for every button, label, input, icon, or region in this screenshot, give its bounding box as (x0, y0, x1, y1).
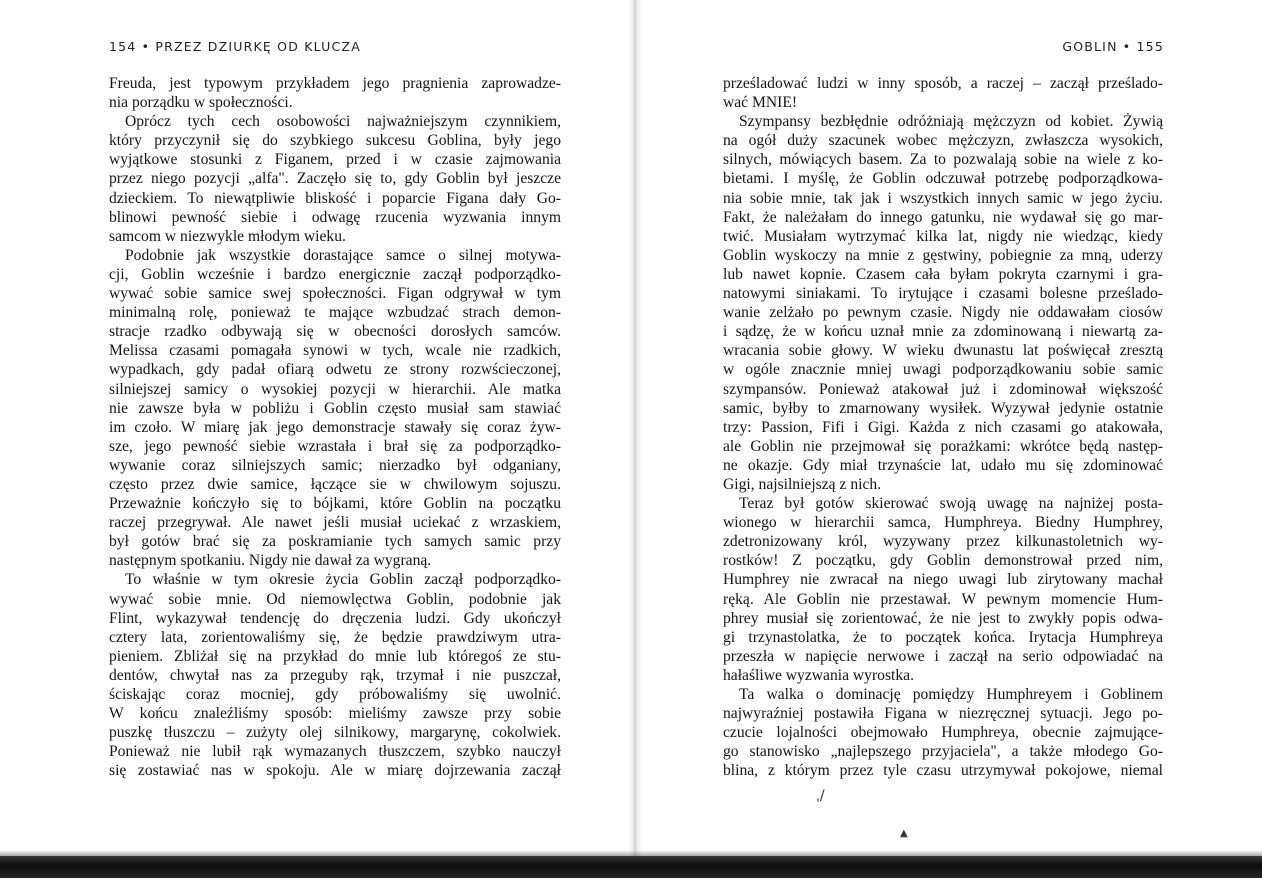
text-line: Humphrey nie zwracał na niego uwagi lub zirytowany machał (723, 571, 1163, 589)
left-body-text (109, 74, 561, 780)
text-line: przeszła w napięcie nerwowe i zaczął na serio odpowiadać na (723, 647, 1163, 665)
scan-edge-band (0, 856, 1262, 878)
text-line: cji, Goblin wcześnie i bardzo energicznie zaczął podporządko- (109, 265, 561, 283)
text-line: Ponieważ nie lubił rąk wymazanych tłuszczem, szybko nauczył (109, 743, 561, 761)
text-line: przez niego pozycji „alfa". Zaczęło się to, gdy Goblin był jeszcze (109, 170, 561, 188)
text-line: wać MNIE! (723, 94, 798, 112)
text-line: samic, byłby to zmarnowany wysiłek. Wyzywał jedynie ostatnie (723, 399, 1163, 417)
text-line: czucie lojalności obejmowało Humphreya, obecnie zajmujące- (723, 724, 1163, 742)
right-running-head: GOBLIN • 155 (1062, 39, 1164, 54)
right-body-text (723, 74, 1163, 780)
text-line: wywać sobie mnie. Od niemowlęctwa Goblin, podobnie jak (109, 590, 561, 608)
ink-speck: ▲ (900, 828, 908, 839)
text-line: najwyraźniej postawiła Figana w niezręcznej sytuacji. Jego po- (723, 705, 1163, 723)
text-line: minimalną rolę, ponieważ te mające wzbudzać strach demon- (109, 304, 561, 322)
text-line: szympansów. Ponieważ atakował już i zdominował większość (723, 380, 1163, 398)
text-line: natowymi siniakami. To irytujące i czasami bolesne prześlado- (723, 285, 1163, 303)
text-line: ale Goblin nie przejmował się porażkami: wkrótce będą następ- (723, 437, 1163, 455)
text-line: gi trzynastolatka, że to początek końca. Irytacja Humphreya (723, 628, 1163, 646)
text-line: który przyczynił się do szybkiego sukcesu Goblina, były jego (109, 132, 561, 150)
text-line: wywanie coraz silniejszych samic; nierzadko był odganiany, (109, 456, 561, 474)
text-line: był gotów brać się za poskramianie tych samych samic przy (109, 533, 561, 551)
text-line: Oprócz tych cech osobowości najważniejszym czynnikiem, (125, 113, 561, 131)
text-line: nia sobie mnie, tak jak i wszystkich innych samic w jego życiu. (723, 189, 1163, 207)
text-line: phrey musiał się zorientować, że nie jest to zwykły popis odwa- (723, 609, 1163, 627)
left-running-head: 154 • PRZEZ DZIURKĘ OD KLUCZA (109, 39, 361, 54)
text-line: To właśnie w tym okresie życia Goblin zaczął podporządko- (125, 571, 561, 589)
text-line: wionego w hierarchii samca, Humphreya. Biedny Humphrey, (723, 514, 1163, 532)
text-line: rostków! Z początku, gdy Goblin demonstrował przed nim, (723, 552, 1163, 570)
text-line: trzy: Passion, Fifi i Gigi. Każda z nich czasami go atakowała, (723, 418, 1163, 436)
text-line: Fakt, że należałam do innego gatunku, nie wydawał się go mar- (723, 208, 1163, 226)
text-line: Ta walka o dominację pomiędzy Humphreyem i Goblinem (739, 686, 1163, 703)
text-line: Podobnie jak wszystkie dorastające samce o silnej motywa- (125, 246, 561, 264)
text-line: silniejszej samicy o wysokiej pozycji w hierarchii. Ale matka (109, 380, 561, 398)
text-line: w ogóle znacznie mniej uwagi podporządkowaniu sobie samic (723, 361, 1163, 379)
text-line: blinowi pewność siebie i odwagę rzucenia wyzwania innym (109, 208, 561, 226)
text-line: ręką. Ale Goblin nie przestawał. W pewnym momencie Hum- (723, 590, 1163, 608)
text-line: Teraz był gotów skierować swoją uwagę na najniżej posta- (739, 495, 1163, 513)
text-line: Flint, wykazywał tendencję do dręczenia ludzi. Gdy ukończył (109, 609, 561, 627)
text-line: samcom w niezwykle młodym wieku. (109, 227, 346, 245)
text-line: często przez dwie samice, łączące sie w chwilowym sojuszu. (109, 475, 561, 493)
text-line: Freuda, jest typowym przykładem jego pragnienia zaprowadze- (109, 75, 561, 92)
text-line: i sądzę, że w końcu uznał mnie za zdominowaną i niewartą za- (723, 323, 1163, 341)
text-line: wanie zelżało po pewnym czasie. Nigdy nie oddawałam ciosów (723, 304, 1163, 322)
text-line: wywać sobie samice swej społeczności. Figan odgrywał w tym (109, 285, 561, 303)
text-line: go stanowisko „najlepszego przyjaciela", a także młodego Go- (723, 743, 1163, 761)
text-line: się zostawiać nas w spokoju. Ale w miarę dojrzewania zaczął (109, 762, 561, 780)
text-line: im czoło. W miarę jak jego demonstracje stawały się coraz żyw- (109, 418, 561, 436)
text-line: nia porządku w społeczności. (109, 94, 293, 112)
text-line: wracania sobie głowy. W wieku dwunastu lat poświęcał zresztą (723, 342, 1163, 360)
text-line: zdetronizowany król, wyzywany przez kilkunastoletnich wy- (723, 533, 1163, 551)
text-line: sze, jego pewność siebie wzrastała i brał się za podporządko- (109, 437, 561, 455)
text-line: W końcu znaleźliśmy sposób: mieliśmy zawsze przy sobie (109, 705, 561, 723)
text-line: dentów, chwytał nas za przeguby rąk, trzymał i nie puszczał, (109, 666, 561, 684)
text-line: silnych, mówiących basem. Za to pozwalają sobie na wiele z ko- (723, 151, 1163, 169)
text-line: nie zawsze była w pobliżu i Goblin często musiał sam stawiać (109, 399, 561, 417)
text-line: stracje rzadko odbywają się w obecności dorosłych samców. (109, 323, 561, 341)
text-line: ne okazje. Gdy miał trzynaście lat, udało mu się zdominować (723, 456, 1163, 474)
text-line: lub nawet kopnie. Czasem cała byłam pokryta czarnymi i gra- (723, 265, 1163, 283)
text-line: następnym spotkaniu. Nigdy nie dawał za wygraną. (109, 552, 432, 570)
text-line: wypadkach, gdy padał ofiarą odwetu ze strony rozwścieczonej, (109, 361, 561, 379)
text-line: puszkę tłuszczu – zużyty olej silnikowy, margarynę, cokolwiek. (109, 724, 561, 742)
text-line: wyjątkowe stosunki z Figanem, przed i w czasie zajmowania (109, 151, 561, 169)
text-line: Przeważnie kończyło się to bójkami, które Goblin na początku (109, 495, 561, 513)
text-line: twić. Musiałam wytrzymać kilka lat, nigdy nie wiedząc, kiedy (723, 227, 1163, 245)
right-page (632, 0, 1262, 850)
ink-speck: ˌ/ (816, 788, 825, 804)
text-line: Szympansy bezbłędnie odróżniają mężczyzn od kobiet. Żywią (739, 113, 1163, 131)
text-line: pieniem. Zbliżał się na przykład do mnie lub któregoś ze stu- (109, 647, 561, 665)
text-line: blina, z którym przez tyle czasu utrzymywał pokojowe, niemal (723, 762, 1163, 780)
text-line: Gigi, najsilniejszą z nich. (723, 475, 882, 493)
text-line: na ogół duży szacunek wobec mężczyzn, zwłaszcza wysokich, (723, 132, 1163, 150)
text-line: raczej przegrywał. Ale nawet jeśli musiał uciekać z wrzaskiem, (109, 514, 561, 532)
text-line: Melissa czasami pomagała synowi w tych, wcale nie rzadkich, (109, 342, 561, 360)
text-line: cztery lata, zorientowaliśmy się, że będzie prawdziwym utra- (109, 628, 561, 646)
text-line: Goblin wyskoczy na mnie z gęstwiny, pobiegnie za mną, uderzy (723, 246, 1163, 264)
left-page (0, 0, 630, 850)
text-line: hałaśliwe wyzwania wyrostka. (723, 666, 914, 684)
text-line: ściskając coraz mocniej, gdy próbowaliśmy się uwolnić. (109, 686, 561, 703)
text-line: dzieckiem. To niewątpliwie bliskość i poparcie Figana dały Go- (109, 189, 561, 207)
text-line: prześladować ludzi w inny sposób, a raczej – zaczął prześlado- (723, 75, 1163, 92)
text-line: bietami. I myślę, że Goblin odczuwał potrzebę podporządkowa- (723, 170, 1163, 188)
